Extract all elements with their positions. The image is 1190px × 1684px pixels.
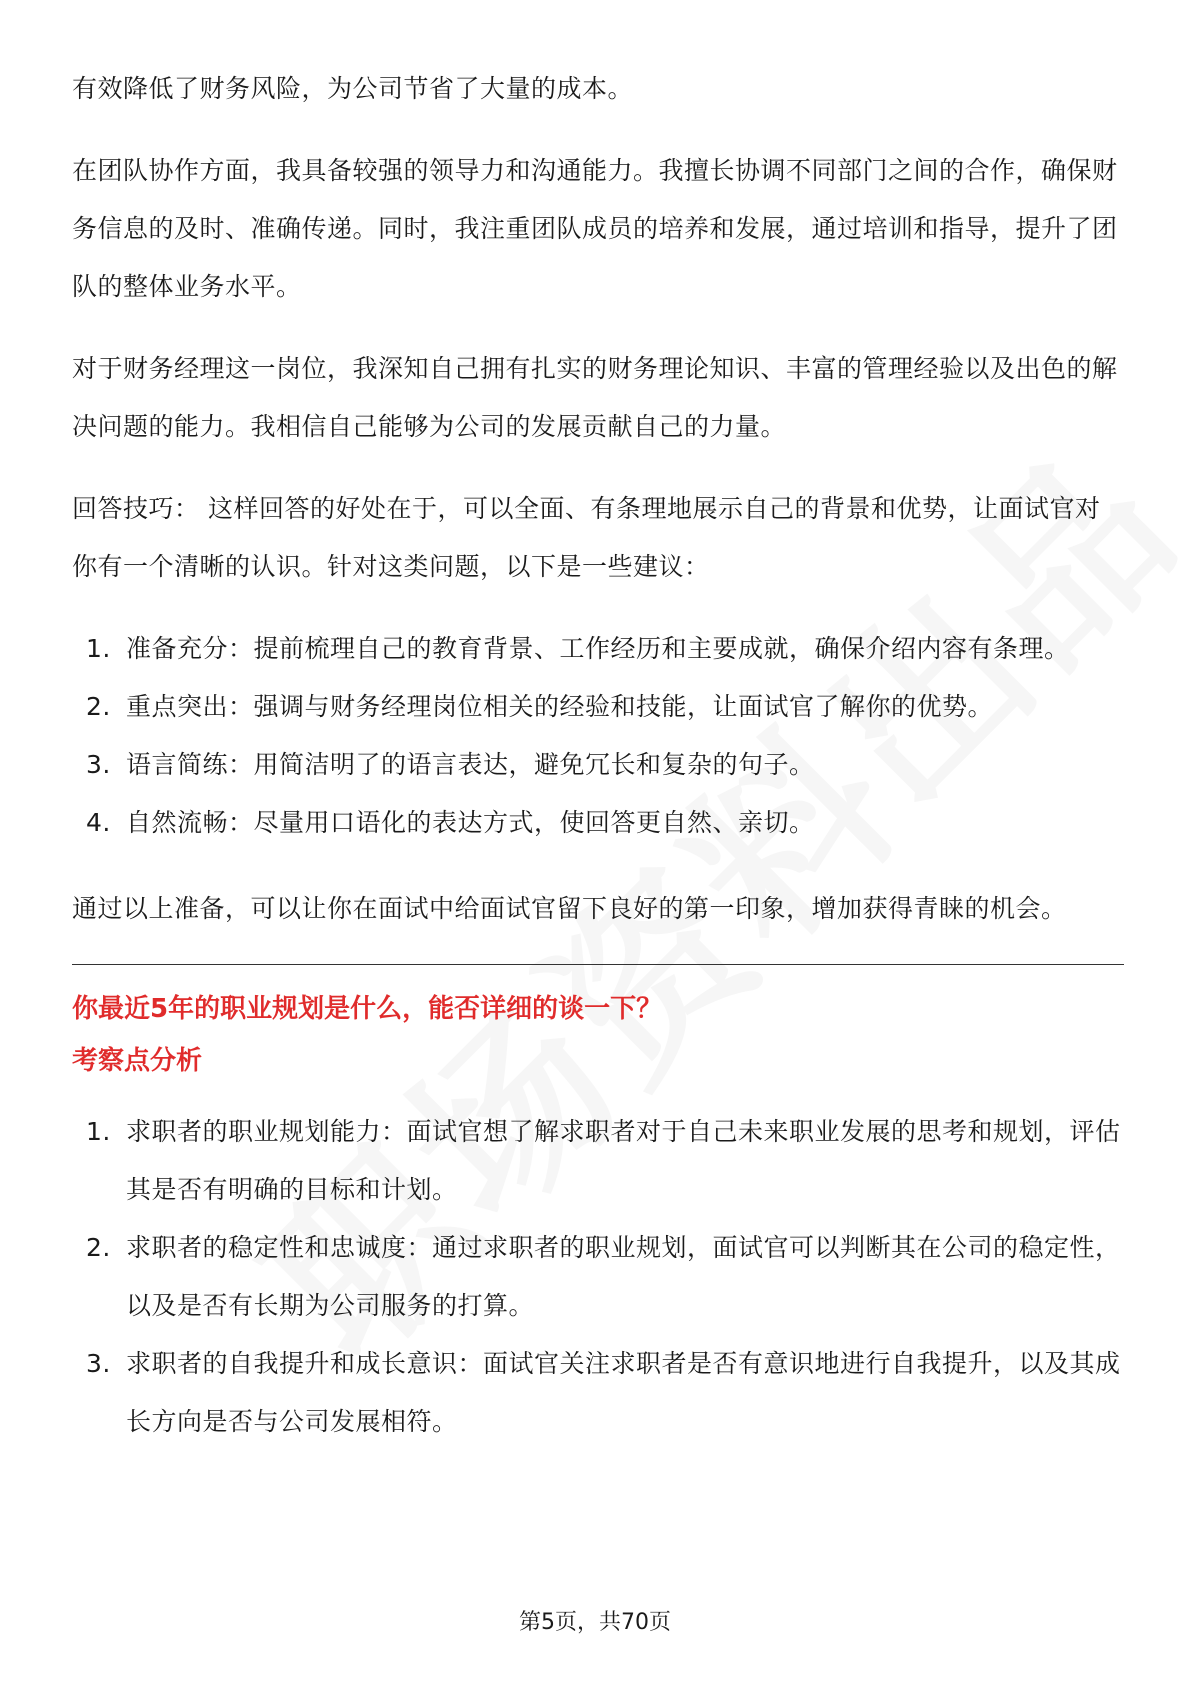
list-item: [72, 736, 1122, 794]
list-number: 3.: [86, 750, 111, 779]
list-item: [72, 620, 1122, 678]
list-text: 自然流畅：尽量用口语化的表达方式，使回答更自然、亲切。: [126, 808, 815, 837]
list-text: 求职者的稳定性和忠诚度：通过求职者的职业规划，面试官可以判断其在公司的稳定性，以及是否有长期为公司服务的打算。: [126, 1233, 1121, 1320]
list-text: 语言简练：用简洁明了的语言表达，避免冗长和复杂的句子。: [126, 750, 815, 779]
list-number: 1.: [86, 634, 111, 663]
question-heading: 你最近5年的职业规划是什么，能否详细的谈一下？: [72, 994, 663, 1024]
list-item: [72, 1335, 1122, 1451]
paragraph-teamwork: 在团队协作方面，我具备较强的领导力和沟通能力。我擅长协调不同部门之间的合作，确保财务信息的及时、准确传递。同时，我注重团队成员的培养和发展，通过培训和指导，提升了团队的整体业务水平。: [72, 156, 1118, 301]
paragraph-cost-saving: 有效降低了财务风险，为公司节省了大量的成本。: [72, 74, 634, 103]
list-number: 3.: [86, 1349, 111, 1378]
section-divider: [72, 964, 1124, 965]
paragraph-role-fit: 对于财务经理这一岗位，我深知自己拥有扎实的财务理论知识、丰富的管理经验以及出色的解决问题的能力。我相信自己能够为公司的发展贡献自己的力量。: [72, 354, 1118, 441]
list-item: [72, 1219, 1122, 1335]
list-text: 重点突出：强调与财务经理岗位相关的经验和技能，让面试官了解你的优势。: [126, 692, 994, 721]
page-content: [72, 60, 1122, 1479]
list-text: 求职者的自我提升和成长意识：面试官关注求职者是否有意识地进行自我提升，以及其成长方向是否与公司发展相符。: [126, 1349, 1121, 1436]
paragraph-closing: 通过以上准备，可以让你在面试中给面试官留下良好的第一印象，增加获得青睐的机会。: [72, 894, 1067, 923]
list-number: 2.: [86, 692, 111, 721]
list-number: 1.: [86, 1117, 111, 1146]
list-item: [72, 794, 1122, 852]
page-footer: 第5页，共70页: [519, 1610, 671, 1635]
tips-list: [72, 620, 1122, 852]
list-number: 4.: [86, 808, 111, 837]
list-text: 准备充分：提前梳理自己的教育背景、工作经历和主要成就，确保介绍内容有条理。: [126, 634, 1070, 663]
list-text: 求职者的职业规划能力：面试官想了解求职者对于自己未来职业发展的思考和规划，评估其是否有明确的目标和计划。: [126, 1117, 1121, 1204]
analysis-list: [72, 1103, 1122, 1451]
paragraph-answer-tips: 回答技巧： 这样回答的好处在于，可以全面、有条理地展示自己的背景和优势，让面试官对你有一个清晰的认识。针对这类问题，以下是一些建议：: [72, 494, 1101, 581]
analysis-heading: 考察点分析: [72, 1046, 203, 1076]
list-item: [72, 678, 1122, 736]
list-item: [72, 1103, 1122, 1219]
list-number: 2.: [86, 1233, 111, 1262]
